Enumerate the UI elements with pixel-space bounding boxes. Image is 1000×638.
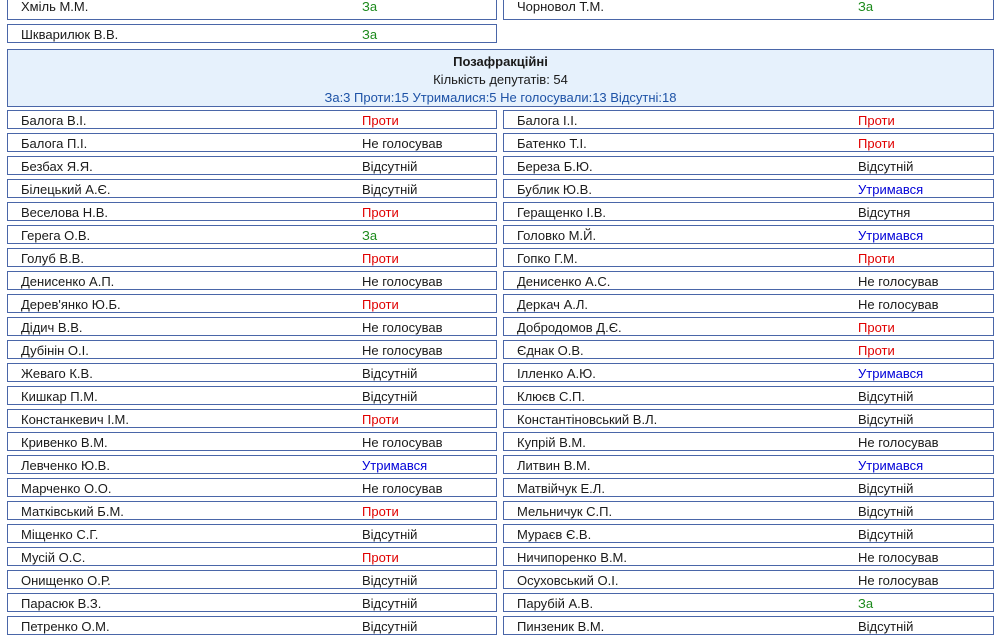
deputy-cell-left [7,363,497,382]
table-row [0,569,1000,592]
deputy-vote: Утримався [858,458,924,473]
deputy-name: Гопко Г.М. [517,251,578,266]
deputy-vote: Відсутній [362,159,418,174]
deputy-name: Батенко Т.І. [517,136,587,151]
deputy-vote: Проти [858,343,895,358]
deputy-cell-left [7,616,497,635]
table-row [0,500,1000,523]
deputy-vote: Утримався [858,228,924,243]
deputy-name: Деркач А.Л. [517,297,588,312]
deputy-name: Осуховський О.І. [517,573,619,588]
deputy-cell-right [503,547,994,566]
deputy-cell-left [7,0,497,20]
deputy-cell-right [503,248,994,267]
deputy-cell-right [503,317,994,336]
deputy-name: Мусій О.С. [21,550,86,565]
deputy-name: Береза Б.Ю. [517,159,593,174]
deputy-vote: Не голосував [858,550,939,565]
table-row [0,201,1000,224]
table-row [0,477,1000,500]
deputy-vote: За [362,228,378,243]
deputy-vote-list [0,109,1000,638]
table-row [0,592,1000,615]
deputy-vote: Відсутній [858,527,914,542]
deputy-vote: Відсутній [362,182,418,197]
deputy-name: Жеваго К.В. [21,366,93,381]
deputy-cell-left [7,133,497,152]
faction-header [7,49,994,107]
deputy-vote: Відсутній [858,504,914,519]
deputy-cell-left [7,524,497,543]
deputy-cell-right [503,409,994,428]
deputy-cell-left [7,432,497,451]
deputy-vote: Проти [858,251,895,266]
deputy-vote: Не голосував [362,435,443,450]
deputy-vote: Відсутній [858,159,914,174]
deputy-vote: Відсутній [858,389,914,404]
deputy-name: Безбах Я.Я. [21,159,93,174]
deputy-vote: Проти [362,297,399,312]
deputy-vote: За [858,596,874,611]
deputy-name: Балога П.І. [21,136,88,151]
table-row [0,0,1000,23]
deputy-name: Матвійчук Е.Л. [517,481,605,496]
table-row [0,523,1000,546]
deputy-cell-left [7,455,497,474]
deputy-vote: Не голосував [362,481,443,496]
deputy-cell-right [503,271,994,290]
deputy-cell-left [7,248,497,267]
deputy-name: Онищенко О.Р. [21,573,111,588]
deputy-vote: За [362,0,378,14]
deputy-vote: Відсутній [362,596,418,611]
deputy-cell-right [503,202,994,221]
deputy-name: Голуб В.В. [21,251,84,266]
deputy-vote: За [362,27,378,42]
deputy-vote: Не голосував [858,573,939,588]
deputy-vote: Проти [362,251,399,266]
table-row [0,615,1000,638]
deputy-name: Дерев'янко Ю.Б. [21,297,121,312]
deputy-vote: Проти [362,550,399,565]
table-row [0,178,1000,201]
deputy-cell-right [503,0,994,20]
deputy-name: Дубінін О.І. [21,343,89,358]
table-row [0,155,1000,178]
deputy-name: Петренко О.М. [21,619,110,634]
deputy-cell-right [503,386,994,405]
table-row [0,408,1000,431]
faction-deputy-count: Кількість депутатів: 54 [433,72,568,87]
deputy-vote: Проти [362,504,399,519]
faction-vote-stats: За:3 Проти:15 Утрималися:5 Не голосували:13 Відсутні:18 [324,90,677,105]
deputy-name: Балога І.І. [517,113,578,128]
deputy-vote: Не голосував [858,274,939,289]
deputy-vote: Проти [362,205,399,220]
deputy-name: Денисенко А.С. [517,274,611,289]
deputy-vote: Проти [362,412,399,427]
deputy-name: Хміль М.М. [21,0,89,14]
deputy-name: Ничипоренко В.М. [517,550,627,565]
deputy-vote: Відсутній [362,366,418,381]
deputy-cell-right [503,593,994,612]
deputy-cell-right [503,225,994,244]
deputy-vote: Утримався [858,182,924,197]
deputy-vote: Не голосував [362,320,443,335]
deputy-vote: Відсутній [858,619,914,634]
deputy-cell-left [7,501,497,520]
deputy-vote: Проти [858,136,895,151]
deputy-name: Матківський Б.М. [21,504,124,519]
faction-title: Позафракційні [453,54,548,69]
deputy-cell-right [503,156,994,175]
deputy-cell-left [7,225,497,244]
deputy-cell-right [503,294,994,313]
deputy-vote: Не голосував [858,435,939,450]
deputy-cell-left [7,202,497,221]
deputy-name: Чорновол Т.М. [517,0,604,14]
deputy-cell-left [7,547,497,566]
deputy-vote: Проти [362,113,399,128]
deputy-cell-right [503,478,994,497]
deputy-cell-right [503,616,994,635]
deputy-cell-right [503,455,994,474]
table-row [0,316,1000,339]
deputy-cell-left [7,340,497,359]
deputy-name: Клюєв С.П. [517,389,586,404]
table-row [0,362,1000,385]
deputy-cell-left [7,570,497,589]
table-row [0,431,1000,454]
deputy-cell-right [503,501,994,520]
deputy-vote: Не голосував [858,297,939,312]
deputy-vote: Відсутній [362,527,418,542]
deputy-vote: Відсутній [362,619,418,634]
table-row [0,293,1000,316]
deputy-name: Мураєв Є.В. [517,527,592,542]
deputy-name: Дідич В.В. [21,320,83,335]
deputy-cell-left [7,409,497,428]
deputy-name: Левченко Ю.В. [21,458,110,473]
deputy-vote: Відсутній [858,412,914,427]
deputy-cell-left [7,24,497,43]
table-row [0,339,1000,362]
deputy-vote: Відсутня [858,205,911,220]
deputy-vote: Проти [858,113,895,128]
deputy-vote: Відсутній [362,389,418,404]
deputy-name: Констанкевич І.М. [21,412,129,427]
deputy-cell-right [503,340,994,359]
deputy-cell-left [7,271,497,290]
deputy-name: Кривенко В.М. [21,435,108,450]
deputy-cell-left [7,110,497,129]
deputy-name: Мельничук С.П. [517,504,613,519]
deputy-name: Кишкар П.М. [21,389,98,404]
deputy-vote: Не голосував [362,274,443,289]
deputy-cell-right [503,363,994,382]
deputy-cell-left [7,593,497,612]
deputy-name: Парубій А.В. [517,596,594,611]
deputy-vote: Утримався [362,458,428,473]
table-row [0,385,1000,408]
deputy-name: Ілленко А.Ю. [517,366,596,381]
deputy-name: Головко М.Й. [517,228,597,243]
deputy-cell-left [7,294,497,313]
deputy-cell-right [503,179,994,198]
deputy-cell-left [7,317,497,336]
deputy-name: Білецький А.Є. [21,182,111,197]
deputy-name: Парасюк В.З. [21,596,102,611]
table-row [0,132,1000,155]
deputy-name: Веселова Н.В. [21,205,109,220]
deputy-name: Геращенко І.В. [517,205,607,220]
deputy-vote: Не голосував [362,136,443,151]
deputy-cell-right [503,110,994,129]
deputy-vote: Відсутній [858,481,914,496]
deputy-name: Денисенко А.П. [21,274,115,289]
deputy-name: Шкварилюк В.В. [21,27,119,42]
previous-faction-rows [0,0,1000,46]
deputy-cell-left [7,156,497,175]
deputy-vote: Проти [858,320,895,335]
deputy-name: Константіновський В.Л. [517,412,658,427]
table-row [0,270,1000,293]
deputy-name: Бублик Ю.В. [517,182,592,197]
table-row [0,247,1000,270]
deputy-cell-left [7,386,497,405]
deputy-name: Єднак О.В. [517,343,584,358]
deputy-name: Добродомов Д.Є. [517,320,622,335]
deputy-cell-right [503,570,994,589]
table-row [0,546,1000,569]
deputy-name: Литвин В.М. [517,458,591,473]
table-row [0,454,1000,477]
deputy-name: Марченко О.О. [21,481,112,496]
deputy-vote: Відсутній [362,573,418,588]
table-row [0,109,1000,132]
deputy-cell-right [503,432,994,451]
deputy-cell-left [7,478,497,497]
deputy-cell-right [503,524,994,543]
table-row [0,23,1000,46]
deputy-name: Герега О.В. [21,228,91,243]
deputy-name: Пинзеник В.М. [517,619,605,634]
deputy-vote: Не голосував [362,343,443,358]
deputy-name: Міщенко С.Г. [21,527,99,542]
deputy-cell-right [503,133,994,152]
deputy-vote: За [858,0,874,14]
deputy-name: Балога В.І. [21,113,87,128]
deputy-name: Купрій В.М. [517,435,586,450]
table-row [0,224,1000,247]
deputy-cell-left [7,179,497,198]
deputy-vote: Утримався [858,366,924,381]
